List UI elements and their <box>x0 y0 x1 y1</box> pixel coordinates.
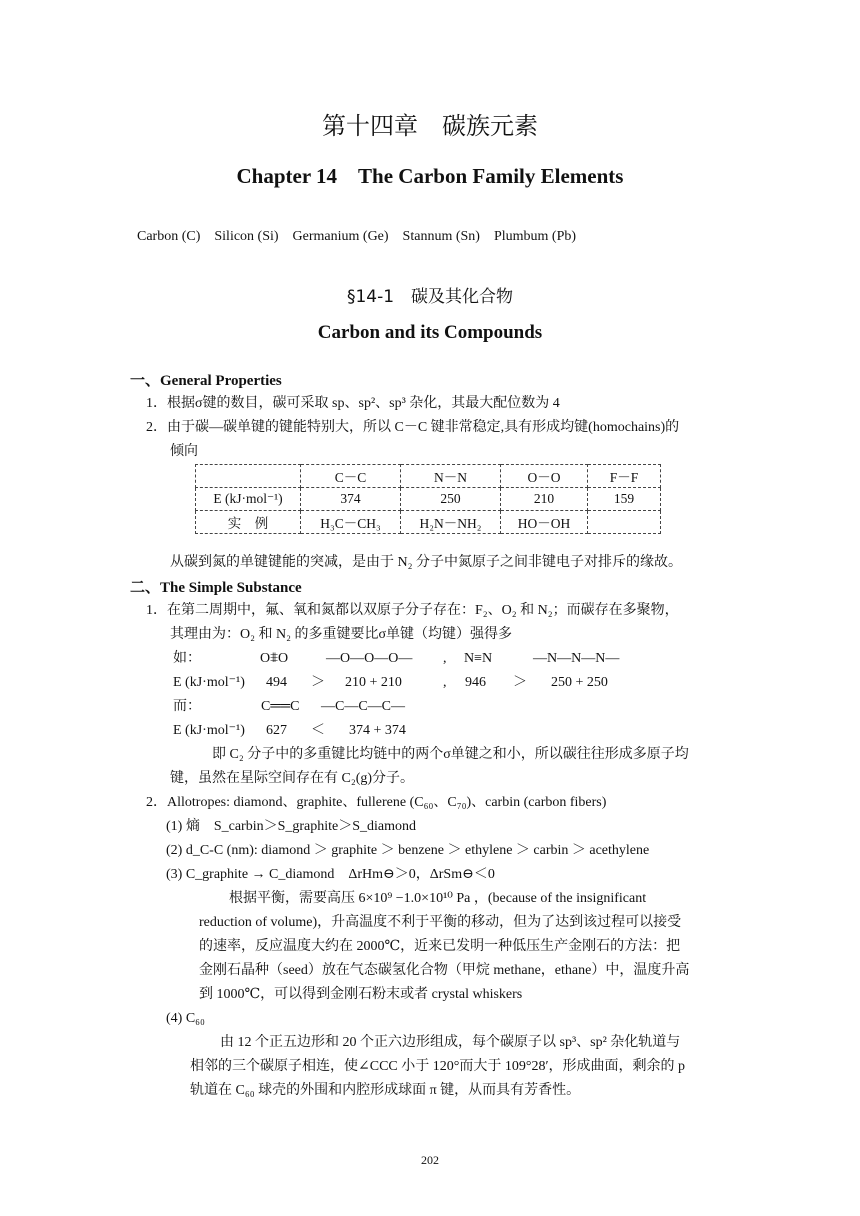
table-cell: H₃C－CH₃ <box>301 511 401 534</box>
table-cell: 159 <box>588 488 661 511</box>
ss-item-2-4: (4) C₆₀ <box>166 1011 205 1026</box>
table-cell: 374 <box>301 488 401 511</box>
cmp-value-946: 946 <box>465 675 486 690</box>
table-cell: 250 <box>401 488 501 511</box>
table-cell: F－F <box>588 465 661 488</box>
para-3-line-2: reduction of volume)，升高温度不利于平衡的移动，但为了达到该过程可以接受 <box>199 915 682 930</box>
table-cell: E (kJ·mol⁻¹) <box>196 488 301 511</box>
table-cell <box>588 511 661 534</box>
cmp-label-er: 而： <box>173 699 201 714</box>
ss-item-2: 2．Allotropes: diamond、graphite、fullerene (C₆₀、C₇₀)、carbin (carbon fibers) <box>146 795 607 810</box>
ss-item-1-line-1: 1．在第二周期中，氟、氧和氮都以双原子分子存在：F₂、O₂ 和 N₂；而碳存在多聚物， <box>146 603 679 618</box>
para-4-line-2: 相邻的三个碳原子相连，使∠CCC 小于 120°而大于 109°28′，形成曲面，剩余的 p <box>190 1059 686 1074</box>
chapter-title-en: Chapter 14 The Carbon Family Elements <box>236 164 624 188</box>
cmp-oo: O⩨O <box>260 651 289 666</box>
gp-item-1: 1．根据σ键的数目，碳可采取 sp、sp²、sp³ 杂化，其最大配位数为 4 <box>146 396 560 411</box>
cmp-c-chain: —C—C—C— <box>321 699 406 714</box>
table-cell: 210 <box>501 488 588 511</box>
ss-item-1-line-4: 键，虽然在星际空间存在有 C₂(g)分子。 <box>170 771 415 786</box>
section-title-zh: §14-1 碳及其化合物 <box>346 287 514 307</box>
table-cell <box>196 465 301 488</box>
cmp-e-label-2: E (kJ·mol⁻¹) <box>173 723 245 738</box>
chapter-title-zh: 第十四章 碳族元素 <box>322 112 538 140</box>
ss-item-1-line-2: 其理由为：O₂ 和 N₂ 的多重键要比σ单键（均键）强得多 <box>170 627 513 642</box>
cmp-label-ru: 如： <box>173 651 201 666</box>
ss-item-1-line-3: 即 C₂ 分子中的多重键比均链中的两个σ单键之和小，所以碳往往形成多原子均 <box>212 747 689 762</box>
ss-item-2-1: (1) 熵 S_carbin＞S_graphite＞S_diamond <box>166 819 417 834</box>
ss-item-2-3: (3) C_graphite → C_diamond ΔrHm⊖＞0，ΔrSm⊖＜0 <box>166 867 495 882</box>
cmp-gt-2: ＞ <box>513 675 527 690</box>
cmp-cc: C══C <box>261 699 300 714</box>
cmp-lt: ＜ <box>311 723 325 738</box>
ss-item-2-2: (2) d_C-C (nm): diamond ＞ graphite ＞ benzene ＞ ethylene ＞ carbin ＞ acethylene <box>166 843 650 858</box>
cmp-value-494: 494 <box>266 675 287 690</box>
cmp-value-627: 627 <box>266 723 287 738</box>
cmp-value-374: 374 + 374 <box>349 723 406 738</box>
cmp-comma-2: , <box>443 675 447 690</box>
cmp-gt-1: ＞ <box>311 675 325 690</box>
para-3-line-1: 根据平衡，需要高压 6×10⁹ −1.0×10¹⁰ Pa ，(because of the insignificant <box>229 891 647 906</box>
table-cell: N－N <box>401 465 501 488</box>
table-cell: C－C <box>301 465 401 488</box>
heading-general-properties: 一、General Properties <box>130 373 282 389</box>
para-4-line-3: 轨道在 C₆₀ 球壳的外围和内腔形成球面 π 键，从而具有芳香性。 <box>190 1083 581 1098</box>
cmp-e-label-1: E (kJ·mol⁻¹) <box>173 675 245 690</box>
table-cell: H₂N－NH₂ <box>401 511 501 534</box>
gp-note: 从碳到氮的单键键能的突减，是由于 N₂ 分子中氮原子之间非键电子对排斥的缘故。 <box>170 555 682 570</box>
table-header-row <box>196 465 661 488</box>
table-cell: HO－OH <box>501 511 588 534</box>
bond-energy-table <box>195 464 661 534</box>
section-title-en: Carbon and its Compounds <box>317 322 543 343</box>
gp-item-2-line-2: 倾向 <box>170 444 198 459</box>
table-cell: 实 例 <box>196 511 301 534</box>
cmp-value-210: 210 + 210 <box>345 675 402 690</box>
elements-line: Carbon (C) Silicon (Si) Germanium (Ge) Stannum (Sn) Plumbum (Pb) <box>137 229 577 244</box>
cmp-n-chain: —N—N—N— <box>533 651 620 666</box>
table-row <box>196 511 661 534</box>
cmp-o-chain: —O—O—O— <box>326 651 413 666</box>
para-3-line-5: 到 1000℃，可以得到金刚石粉末或者 crystal whiskers <box>199 987 523 1002</box>
para-4-line-1: 由 12 个正五边形和 20 个正六边形组成，每个碳原子以 sp³、sp² 杂化轨道与 <box>220 1035 681 1050</box>
para-3-line-3: 的速率，反应温度大约在 2000℃，近来已发明一种低压生产金刚石的方法：把 <box>199 939 681 954</box>
cmp-value-250: 250 + 250 <box>551 675 608 690</box>
para-3-line-4: 金刚石晶种（seed）放在气态碳氢化合物（甲烷 methane，ethane）中，温度升高 <box>199 963 690 978</box>
page-number: 202 <box>421 1153 439 1167</box>
heading-simple-substance: 二、The Simple Substance <box>130 580 302 596</box>
gp-item-2-line-1: 2．由于碳—碳单键的键能特别大，所以 C－C 键非常稳定,具有形成均键(homochains)的 <box>146 420 680 435</box>
table-row <box>196 488 661 511</box>
cmp-nn: N≡N <box>464 651 493 666</box>
table-cell: O－O <box>501 465 588 488</box>
cmp-comma-1: , <box>443 651 447 666</box>
